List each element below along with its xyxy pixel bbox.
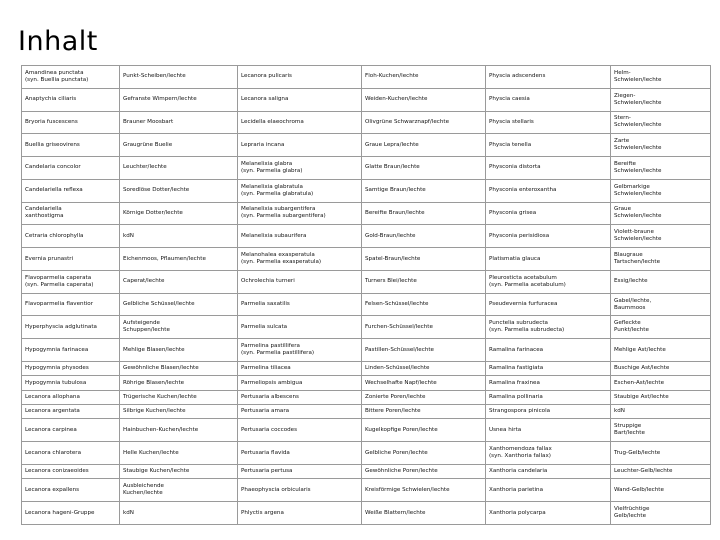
- table-cell: Pertusaria amara: [238, 405, 362, 419]
- table-cell: Leuchter/lechte: [120, 157, 238, 180]
- table-cell: Pertusaria flavida: [238, 442, 362, 465]
- table-cell: Helm- Schwielen/lechte: [611, 66, 711, 89]
- table-cell: Xanthoria parietina: [486, 479, 611, 502]
- table-cell: Amandinea punctata (syn. Buellia punctata): [22, 66, 120, 89]
- table-row: [22, 419, 711, 442]
- table-cell: Parmelina pastillifera (syn. Parmelia pastillifera): [238, 339, 362, 362]
- table-cell: Gelbliche Poren/lechte: [362, 442, 486, 465]
- table-cell: Spatel-Braun/lechte: [362, 248, 486, 271]
- table-cell: Parmelia sulcata: [238, 316, 362, 339]
- table-cell: Olivgrüne Schwarznapf/lechte: [362, 111, 486, 134]
- table-row: [22, 111, 711, 134]
- table-cell: Gefleckte Punkt/lechte: [611, 316, 711, 339]
- table-cell: Lecanora hageni-Gruppe: [22, 502, 120, 525]
- table-cell: Hypogymnia physodes: [22, 361, 120, 375]
- table-cell: Silbrige Kuchen/lechte: [120, 405, 238, 419]
- table-cell: Melanelixia glabratula (syn. Parmelia glabratula): [238, 179, 362, 202]
- species-table-body: [22, 66, 711, 525]
- table-cell: Physconia grisea: [486, 202, 611, 225]
- table-cell: Kreisförmige Schwielen/lechte: [362, 479, 486, 502]
- table-cell: Physcia adscendens: [486, 66, 611, 89]
- table-cell: Aufsteigende Schuppen/lechte: [120, 316, 238, 339]
- table-cell: Vielfrüchtige Gelb/lechte: [611, 502, 711, 525]
- table-row: [22, 157, 711, 180]
- table-cell: Gelbmarkige Schwielen/lechte: [611, 179, 711, 202]
- table-cell: Usnea hirta: [486, 419, 611, 442]
- table-cell: Physconia distorta: [486, 157, 611, 180]
- table-cell: Struppige Bart/lechte: [611, 419, 711, 442]
- table-cell: Lecanora chlarotera: [22, 442, 120, 465]
- table-cell: Parmelina tiliacea: [238, 361, 362, 375]
- table-row: [22, 66, 711, 89]
- table-row: [22, 442, 711, 465]
- table-cell: Hypogymnia tubulosa: [22, 376, 120, 390]
- table-cell: Xanthomendoza fallax (syn. Xanthoria fallax): [486, 442, 611, 465]
- table-row: [22, 248, 711, 271]
- table-row: [22, 202, 711, 225]
- table-row: [22, 179, 711, 202]
- table-cell: Physconia perisidiosa: [486, 225, 611, 248]
- table-cell: Ausbleichende Kuchen/lechte: [120, 479, 238, 502]
- table-cell: Buschige Ast/lechte: [611, 361, 711, 375]
- table-cell: Xanthoria candelaria: [486, 464, 611, 478]
- table-row: [22, 225, 711, 248]
- table-row: [22, 270, 711, 293]
- table-cell: Lepraria incana: [238, 134, 362, 157]
- table-cell: Weiße Blattern/lechte: [362, 502, 486, 525]
- table-cell: Essig/lechte: [611, 270, 711, 293]
- table-cell: Furchen-Schüssel/lechte: [362, 316, 486, 339]
- table-row: [22, 390, 711, 404]
- table-cell: Pastillen-Schüssel/lechte: [362, 339, 486, 362]
- table-cell: Punctelia subrudecta (syn. Parmelia subrudecta): [486, 316, 611, 339]
- table-cell: Melanohalea exasperatula (syn. Parmelia exasperatula): [238, 248, 362, 271]
- table-cell: Gold-Braun/lechte: [362, 225, 486, 248]
- table-row: [22, 361, 711, 375]
- table-cell: Lecanora expallens: [22, 479, 120, 502]
- table-cell: Gelbliche Schüssel/lechte: [120, 293, 238, 316]
- table-cell: kdN: [611, 405, 711, 419]
- table-cell: Lecanora allophana: [22, 390, 120, 404]
- table-cell: Xanthoria polycarpa: [486, 502, 611, 525]
- table-cell: Lecanora carpinea: [22, 419, 120, 442]
- table-cell: Lecanora pulicaris: [238, 66, 362, 89]
- table-cell: Lecanora argentata: [22, 405, 120, 419]
- table-row: [22, 339, 711, 362]
- table-cell: Samtige Braun/lechte: [362, 179, 486, 202]
- table-cell: Caperat/lechte: [120, 270, 238, 293]
- table-cell: Hypogymnia farinacea: [22, 339, 120, 362]
- table-cell: kdN: [120, 225, 238, 248]
- table-cell: Gewöhnliche Blasen/lechte: [120, 361, 238, 375]
- table-cell: Evernia prunastri: [22, 248, 120, 271]
- table-cell: Ziegen- Schwielen/lechte: [611, 88, 711, 111]
- table-cell: Graue Lepra/lechte: [362, 134, 486, 157]
- table-cell: Gewöhnliche Poren/lechte: [362, 464, 486, 478]
- table-cell: Bittere Poren/lechte: [362, 405, 486, 419]
- table-row: [22, 316, 711, 339]
- table-cell: Physconia enteroxantha: [486, 179, 611, 202]
- table-cell: Phaeophyscia orbicularis: [238, 479, 362, 502]
- table-cell: Bereifte Schwielen/lechte: [611, 157, 711, 180]
- table-cell: Parmeliopsis ambigua: [238, 376, 362, 390]
- table-cell: Physcia tenella: [486, 134, 611, 157]
- table-row: [22, 88, 711, 111]
- table-cell: Violett-braune Schwielen/lechte: [611, 225, 711, 248]
- table-cell: Turners Blei/lechte: [362, 270, 486, 293]
- table-cell: Physcia stellaris: [486, 111, 611, 134]
- table-cell: Weiden-Kuchen/lechte: [362, 88, 486, 111]
- table-cell: Pseudevernia furfuracea: [486, 293, 611, 316]
- table-cell: Mehlige Blasen/lechte: [120, 339, 238, 362]
- table-cell: Hyperphyscia adglutinata: [22, 316, 120, 339]
- table-cell: Lecanora saligna: [238, 88, 362, 111]
- table-cell: Linden-Schüssel/lechte: [362, 361, 486, 375]
- table-cell: Ramalina fastigiata: [486, 361, 611, 375]
- table-cell: Lecidella elaeochroma: [238, 111, 362, 134]
- table-cell: Trügerische Kuchen/lechte: [120, 390, 238, 404]
- table-cell: Melanelixia glabra (syn. Parmelia glabra): [238, 157, 362, 180]
- table-cell: Glatte Braun/lechte: [362, 157, 486, 180]
- table-cell: Phlyctis argena: [238, 502, 362, 525]
- table-cell: Platismatia glauca: [486, 248, 611, 271]
- table-cell: Helle Kuchen/lechte: [120, 442, 238, 465]
- table-row: [22, 464, 711, 478]
- table-cell: Hainbuchen-Kuchen/lechte: [120, 419, 238, 442]
- table-cell: Pertusaria pertusa: [238, 464, 362, 478]
- table-cell: Pleurosticta acetabulum (syn. Parmelia acetabulum): [486, 270, 611, 293]
- table-cell: Staubige Kuchen/lechte: [120, 464, 238, 478]
- table-cell: Ramalina pollinaria: [486, 390, 611, 404]
- table-cell: Gefranste Wimpern/lechte: [120, 88, 238, 111]
- table-cell: Cetraria chlorophylla: [22, 225, 120, 248]
- table-cell: kdN: [120, 502, 238, 525]
- table-cell: Pertusaria albescens: [238, 390, 362, 404]
- table-row: [22, 293, 711, 316]
- species-table: [21, 65, 711, 525]
- table-cell: Bereifte Braun/lechte: [362, 202, 486, 225]
- table-cell: Soredlöse Dotter/lechte: [120, 179, 238, 202]
- table-cell: Strangospora pinicola: [486, 405, 611, 419]
- table-cell: Staubige Ast/lechte: [611, 390, 711, 404]
- table-cell: Trug-Gelb/lechte: [611, 442, 711, 465]
- table-cell: Gabel/lechte, Baummoos: [611, 293, 711, 316]
- table-cell: Parmelia saxatilis: [238, 293, 362, 316]
- table-cell: Brauner Moosbart: [120, 111, 238, 134]
- table-cell: Körnige Dotter/lechte: [120, 202, 238, 225]
- table-cell: Röhrige Blasen/lechte: [120, 376, 238, 390]
- table-cell: Blaugraue Tartschen/lechte: [611, 248, 711, 271]
- table-cell: Lecanora conizaeoides: [22, 464, 120, 478]
- table-cell: Candelariella reflexa: [22, 179, 120, 202]
- table-cell: Punkt-Scheiben/lechte: [120, 66, 238, 89]
- table-cell: Candelariella xanthostigma: [22, 202, 120, 225]
- table-cell: Wechselhafte Napf/lechte: [362, 376, 486, 390]
- table-cell: Melanelixia subargentifera (syn. Parmelia subargentifera): [238, 202, 362, 225]
- table-row: [22, 376, 711, 390]
- table-cell: Flavoparmelia caperata (syn. Parmelia caperata): [22, 270, 120, 293]
- table-cell: Eichenmoos, Pflaumen/lechte: [120, 248, 238, 271]
- table-row: [22, 134, 711, 157]
- page-title: Inhalt: [18, 26, 98, 57]
- table-cell: Mehlige Ast/lechte: [611, 339, 711, 362]
- table-cell: Buellia griseovirens: [22, 134, 120, 157]
- table-cell: Physcia caesia: [486, 88, 611, 111]
- table-cell: Anaptychia ciliaris: [22, 88, 120, 111]
- table-cell: Ramalina fraxinea: [486, 376, 611, 390]
- table-cell: Wand-Gelb/lechte: [611, 479, 711, 502]
- table-cell: Felsen-Schüssel/lechte: [362, 293, 486, 316]
- table-cell: Kugelkopfige Poren/lechte: [362, 419, 486, 442]
- table-cell: Melanelixia subaurifera: [238, 225, 362, 248]
- table-cell: Graue Schwielen/lechte: [611, 202, 711, 225]
- table-row: [22, 502, 711, 525]
- table-row: [22, 479, 711, 502]
- table-cell: Bryoria fuscescens: [22, 111, 120, 134]
- table-cell: Eschen-Ast/lechte: [611, 376, 711, 390]
- table-cell: Flavoparmelia flaventior: [22, 293, 120, 316]
- table-cell: Leuchter-Gelb/lechte: [611, 464, 711, 478]
- table-cell: Ramalina farinacea: [486, 339, 611, 362]
- table-cell: Stern- Schwielen/lechte: [611, 111, 711, 134]
- table-cell: Graugrüne Buelie: [120, 134, 238, 157]
- table-cell: Ochrolechia turneri: [238, 270, 362, 293]
- table-row: [22, 405, 711, 419]
- table-cell: Zarte Schwielen/lechte: [611, 134, 711, 157]
- table-cell: Candelaria concolor: [22, 157, 120, 180]
- table-cell: Floh-Kuchen/lechte: [362, 66, 486, 89]
- table-cell: Pertusaria coccodes: [238, 419, 362, 442]
- table-cell: Zonierte Poren/lechte: [362, 390, 486, 404]
